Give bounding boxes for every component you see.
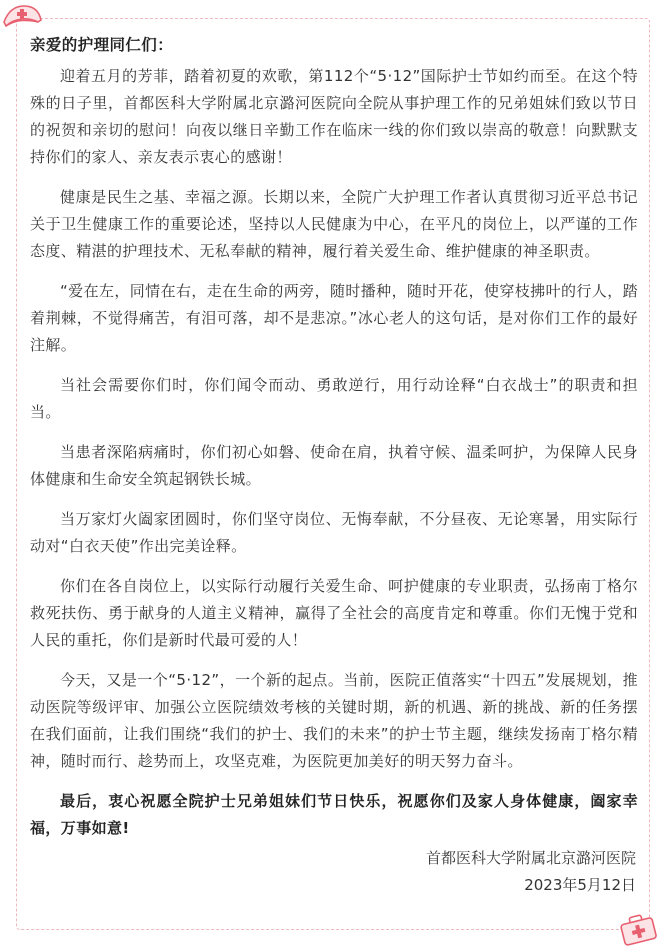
- first-aid-kit-icon: [616, 912, 660, 946]
- letter-signature: [426, 845, 636, 899]
- letter-closing: 最后，衷心祝愿全院护士兄弟姐妹们节日快乐，祝愿你们及家人身体健康，阖家幸福，万事如意!: [30, 792, 638, 837]
- letter-greeting: 亲爱的护理同仁们：: [30, 36, 174, 54]
- letter-body: [30, 32, 638, 855]
- letter-paragraph-8: 今天，又是一个“5·12”，一个新的起点。当前，医院正值落实“十四五”发展规划，推动医院等级评审、加强公立医院绩效考核的关键时期，新的机遇、新的挑战、新的任务摆在我们面前，让我们围绕“我们的护士、我们的未来”的护士节主题，继续发扬南丁格尔精神，随时而行、趁势而上，攻坚克难，为医院更加美好的明天努力奋斗。: [30, 671, 638, 770]
- signature-date: 2023年5月12日: [524, 876, 636, 894]
- letter-paragraph-4: 当社会需要你们时，你们闻令而动、勇敢逆行，用行动诠释“白衣战士”的职责和担当。: [30, 376, 638, 421]
- letter-paragraph-1: 迎着五月的芳菲，踏着初夏的欢歌，第112个“5·12”国际护士节如约而至。在这个特殊的日子里，首都医科大学附属北京潞河医院向全院从事护理工作的兄弟姐妹们致以节日的祝贺和亲切的慰问！向夜以继日辛勤工作在临床一线的你们致以崇高的敬意！向默默支持你们的家人、亲友表示衷心的感谢！: [30, 67, 638, 166]
- letter-paragraph-6: 当万家灯火阖家团圆时，你们坚守岗位、无悔奉献，不分昼夜、无论寒暑，用实际行动对“白衣天使”作出完美诠释。: [30, 510, 638, 555]
- nurse-cap-icon: [0, 0, 44, 34]
- letter-paragraph-2: 健康是民生之基、幸福之源。长期以来，全院广大护理工作者认真贯彻习近平总书记关于卫生健康工作的重要论述，坚持以人民健康为中心，在平凡的岗位上，以严谨的工作态度、精湛的护理技术、无私奉献的精神，履行着关爱生命、维护健康的神圣职责。: [30, 188, 638, 260]
- letter-paragraph-5: 当患者深陷病痛时，你们初心如磐、使命在肩，执着守候、温柔呵护，为保障人民身体健康和生命安全筑起钢铁长城。: [30, 443, 638, 488]
- signature-organization: 首都医科大学附属北京潞河医院: [425, 849, 636, 867]
- letter-paragraph-7: 你们在各自岗位上，以实际行动履行关爱生命、呵护健康的专业职责，弘扬南丁格尔救死扶伤、勇于献身的人道主义精神，赢得了全社会的高度肯定和尊重。你们无愧于党和人民的重托，你们是新时代最可爱的人！: [30, 577, 638, 649]
- letter-paragraph-3: “爱在左，同情在右，走在生命的两旁，随时播种，随时开花，使穿枝拂叶的行人，踏着荆棘，不觉得痛苦，有泪可落，却不是悲凉。”冰心老人的这句话，是对你们工作的最好注解。: [30, 282, 638, 354]
